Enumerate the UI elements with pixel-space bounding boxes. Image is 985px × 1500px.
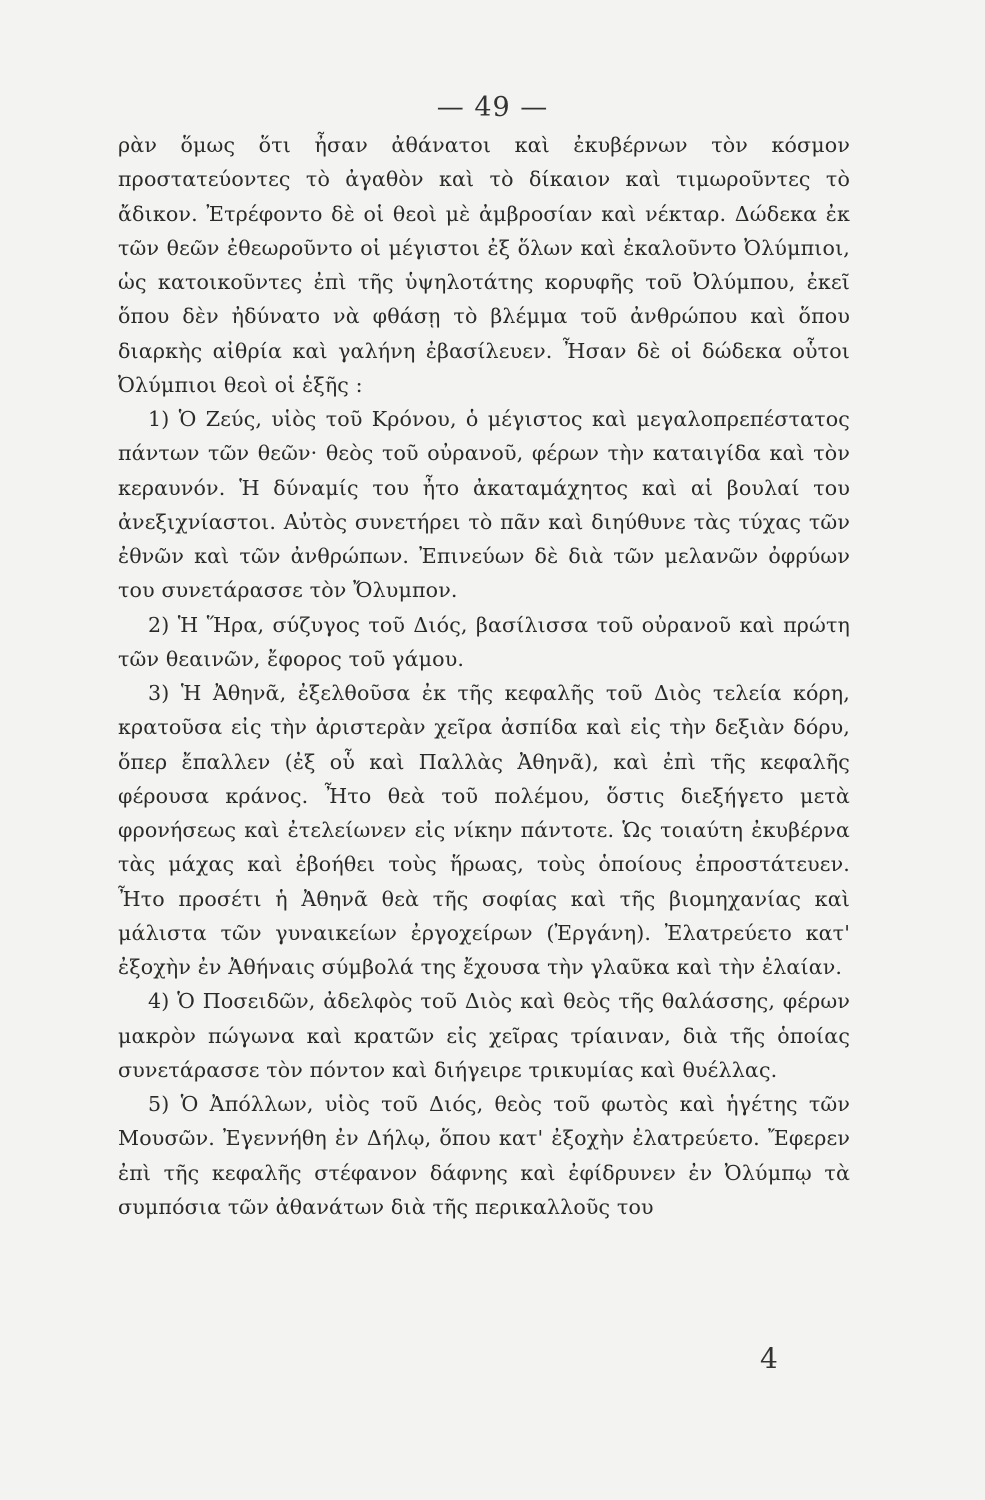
paragraph-intro: ρὰν ὅμως ὅτι ἦσαν ἀθάνατοι καὶ ἐκυβέρνων τὸν κόσμον προστατεύοντες τὸ ἀγαθὸν καὶ τὸ δίκαιον καὶ τιμωροῦντες τὸ ἄδικον. Ἐτρέφοντο δὲ οἱ θεοὶ μὲ ἀμβροσίαν καὶ νέκταρ. Δώδεκα ἐκ τῶν θεῶν ἐθεωροῦντο οἱ μέγιστοι ἐξ ὅλων καὶ ἐκαλοῦντο Ὀλύμπιοι, ὡς κατοικοῦντες ἐπὶ τῆς ὑψηλοτάτης κορυφῆς τοῦ Ὀλύμπου, ἐκεῖ ὅπου δὲν ἠδύνατο νὰ φθάσῃ τὸ βλέμμα τοῦ ἀνθρώπου καὶ ὅπου διαρκὴς αἰθρία καὶ γαλήνη ἐβασίλευεν. Ἦσαν δὲ οἱ δώδεκα οὗτοι Ὀλύμπιοι θεοὶ οἱ ἑξῆς :	[118, 133, 850, 397]
paragraph-poseidon: 4) Ὁ Ποσειδῶν, ἀδελφὸς τοῦ Διὸς καὶ θεὸς τῆς θαλάσσης, φέρων μακρὸν πώγωνα καὶ κρατῶν εἰς χεῖρας τρίαιναν, διὰ τῆς ὁποίας συνετάρασσε τὸν πόντον καὶ διήγειρε τρικυμίας καὶ θυέλλας.	[118, 989, 850, 1082]
signature-mark: 4	[760, 1342, 778, 1375]
paragraph-hera: 2) Ἡ Ἥρα, σύζυγος τοῦ Διός, βασίλισσα τοῦ οὐρανοῦ καὶ πρώτη τῶν θεαινῶν, ἔφορος τοῦ γάμου.	[118, 612, 850, 671]
paragraph-zeus: 1) Ὁ Ζεύς, υἱὸς τοῦ Κρόνου, ὁ μέγιστος καὶ μεγαλοπρεπέστατος πάντων τῶν θεῶν· θεὸς τοῦ οὐρανοῦ, φέρων τὴν καταιγίδα καὶ τὸν κεραυνόν. Ἡ δύναμίς του ἦτο ἀκαταμάχητος καὶ αἱ βουλαί του ἀνεξιχνίαστοι. Αὐτὸς συνετήρει τὸ πᾶν καὶ διηύθυνε τὰς τύχας τῶν ἐθνῶν καὶ τῶν ἀνθρώπων. Ἐπινεύων δὲ διὰ τῶν μελανῶν ὀφρύων του συνετάρασσε τὸν Ὄλυμπον.	[118, 407, 850, 603]
page-number-header: — 49 —	[436, 92, 549, 123]
page-text-body	[118, 128, 850, 1224]
paragraph-apollo: 5) Ὁ Ἀπόλλων, υἱὸς τοῦ Διός, θεὸς τοῦ φωτὸς καὶ ἡγέτης τῶν Μουσῶν. Ἐγεννήθη ἐν Δήλῳ, ὅπου κατ' ἐξοχὴν ἐλατρεύετο. Ἔφερεν ἐπὶ τῆς κεφαλῆς στέφανον δάφνης καὶ ἐφίδρυνεν ἐν Ὀλύμπῳ τὰ συμπόσια τῶν ἀθανάτων διὰ τῆς περικαλλοῦς του	[118, 1092, 850, 1219]
paragraph-athena: 3) Ἡ Ἀθηνᾶ, ἐξελθοῦσα ἐκ τῆς κεφαλῆς τοῦ Διὸς τελεία κόρη, κρατοῦσα εἰς τὴν ἀριστερὰν χεῖρα ἀσπίδα καὶ εἰς τὴν δεξιὰν δόρυ, ὅπερ ἔπαλλεν (ἐξ οὗ καὶ Παλλὰς Ἀθηνᾶ), καὶ ἐπὶ τῆς κεφαλῆς φέρουσα κράνος. Ἦτο θεὰ τοῦ πολέμου, ὅστις διεξήγετο μετὰ φρονήσεως καὶ ἐτελείωνεν εἰς νίκην πάντοτε. Ὡς τοιαύτη ἐκυβέρνα τὰς μάχας καὶ ἐβοήθει τοὺς ἥρωας, τοὺς ὁποίους ἐπροστάτευεν. Ἦτο προσέτι ἡ Ἀθηνᾶ θεὰ τῆς σοφίας καὶ τῆς βιομηχανίας καὶ μάλιστα τῶν γυναικείων ἐργοχείρων (Ἐργάνη). Ἐλατρεύετο κατ' ἐξοχὴν ἐν Ἀθήναις σύμβολά της ἔχουσα τὴν γλαῦκα καὶ τὴν ἐλαίαν.	[118, 681, 850, 979]
